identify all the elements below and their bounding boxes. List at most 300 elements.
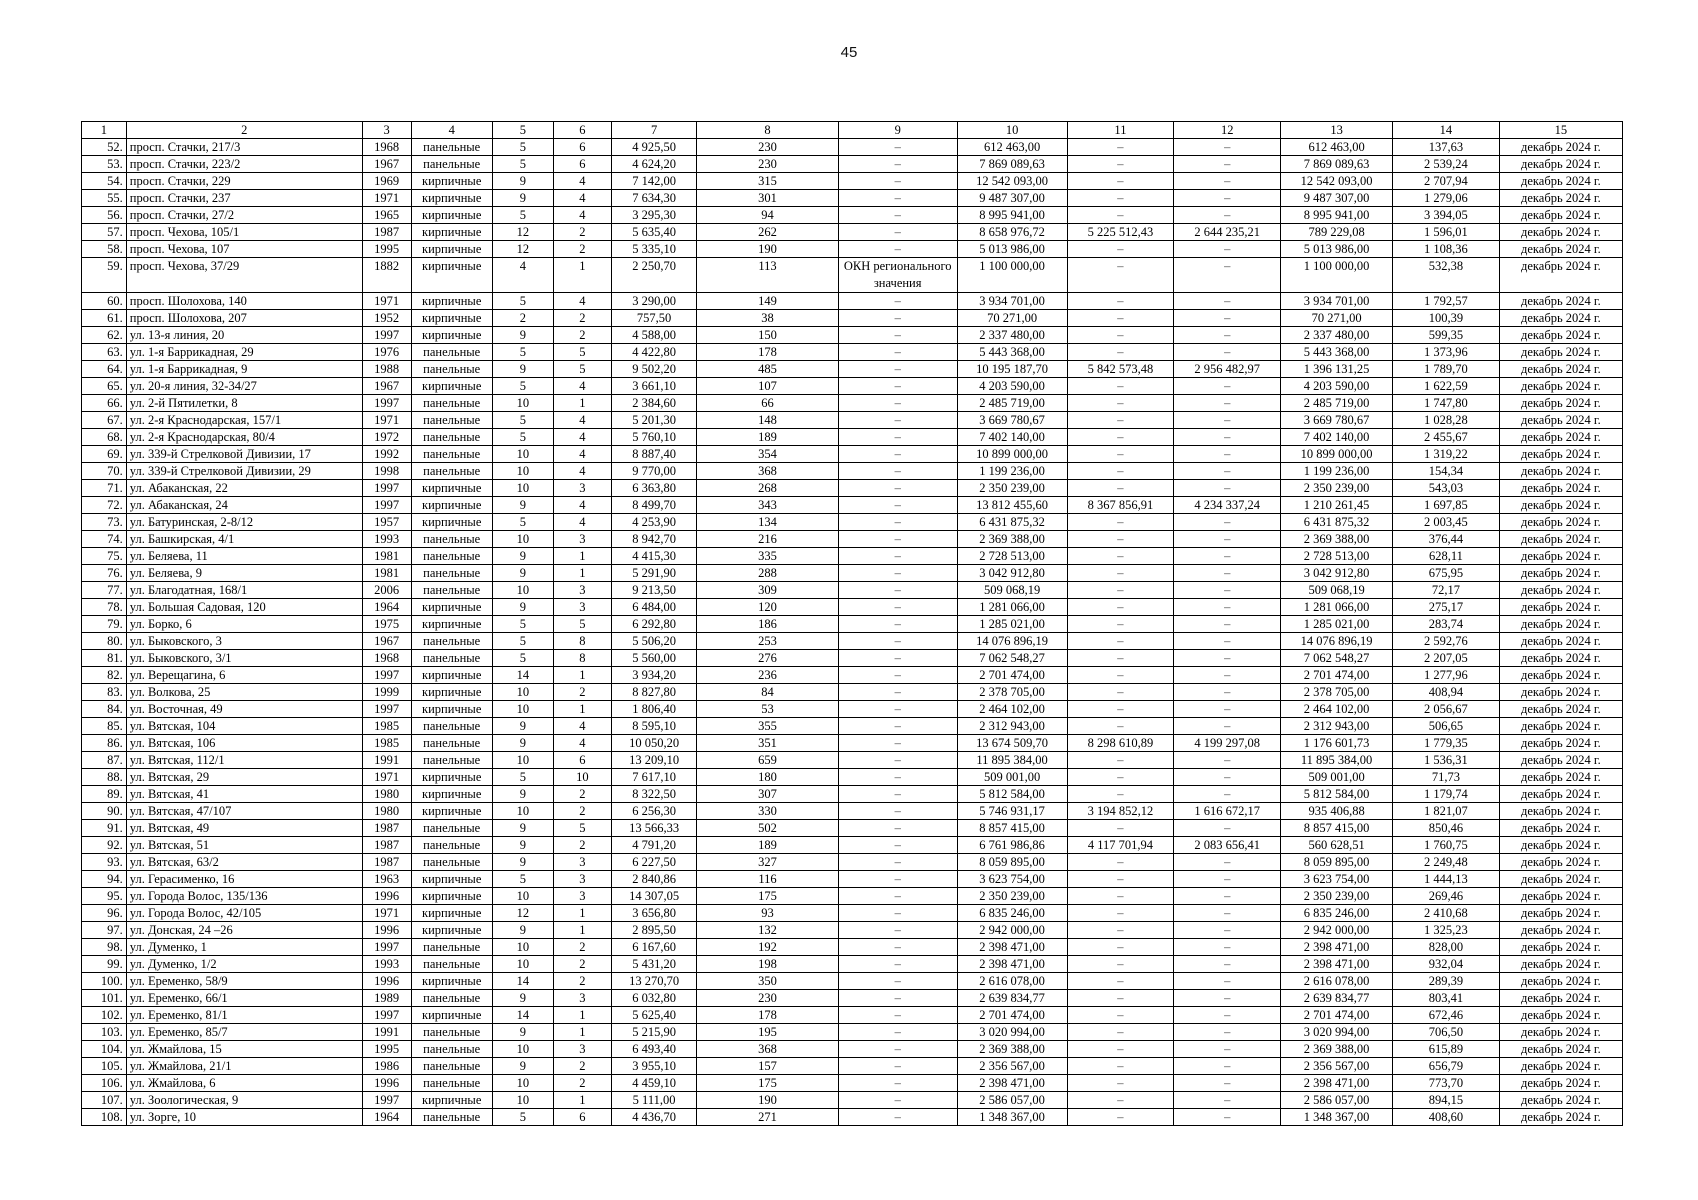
table-cell: 276 (697, 650, 838, 667)
table-cell: – (838, 327, 957, 344)
table-cell: декабрь 2024 г. (1499, 1092, 1622, 1109)
table-cell: 2 369 388,00 (1281, 1041, 1393, 1058)
table-cell: 4 (553, 735, 611, 752)
table-cell: 10 (492, 480, 553, 497)
table-cell: 1 (553, 548, 611, 565)
table-cell: 850,46 (1393, 820, 1500, 837)
table-cell: – (1067, 241, 1174, 258)
table-cell: ул. Волкова, 25 (126, 684, 362, 701)
table-cell: – (1174, 701, 1281, 718)
table-cell: просп. Стачки, 217/3 (126, 139, 362, 156)
table-cell: 2 (553, 1075, 611, 1092)
table-cell: 7 869 089,63 (957, 156, 1067, 173)
table-cell: 150 (697, 327, 838, 344)
column-header: 2 (126, 122, 362, 139)
table-cell: просп. Чехова, 37/29 (126, 258, 362, 293)
table-cell: 2 350 239,00 (957, 480, 1067, 497)
table-cell: – (1067, 922, 1174, 939)
table-cell: 230 (697, 990, 838, 1007)
table-cell: 1997 (362, 1007, 411, 1024)
table-cell: 178 (697, 1007, 838, 1024)
table-cell: 92. (82, 837, 127, 854)
table-cell: – (1067, 412, 1174, 429)
table-cell: 4 234 337,24 (1174, 497, 1281, 514)
table-cell: – (838, 344, 957, 361)
table-cell: кирпичные (411, 497, 492, 514)
table-cell: 8 595,10 (611, 718, 696, 735)
table-cell: 14 076 896,19 (1281, 633, 1393, 650)
table-cell: 1 396 131,25 (1281, 361, 1393, 378)
table-cell: 4 (553, 718, 611, 735)
table-cell: – (1067, 1092, 1174, 1109)
table-cell: 1996 (362, 1075, 411, 1092)
table-cell: 1 348 367,00 (957, 1109, 1067, 1126)
table-cell: – (1067, 190, 1174, 207)
table-cell: – (1174, 1075, 1281, 1092)
table-cell: 9 (492, 361, 553, 378)
table-cell: 485 (697, 361, 838, 378)
table-cell: 2 (553, 956, 611, 973)
table-cell: панельные (411, 156, 492, 173)
table-cell: декабрь 2024 г. (1499, 514, 1622, 531)
table-cell: 1989 (362, 990, 411, 1007)
table-cell: 10 (492, 684, 553, 701)
table-cell: 6 (553, 156, 611, 173)
table-cell: 2 701 474,00 (957, 1007, 1067, 1024)
table-cell: 253 (697, 633, 838, 650)
table-cell: 1985 (362, 718, 411, 735)
table-cell: 157 (697, 1058, 838, 1075)
table-cell: – (1067, 684, 1174, 701)
table-cell: 268 (697, 480, 838, 497)
table-cell: 1 277,96 (1393, 667, 1500, 684)
table-cell: 6 227,50 (611, 854, 696, 871)
table-cell: 4 (553, 173, 611, 190)
table-cell: – (1174, 599, 1281, 616)
table-row (82, 803, 1623, 820)
table-cell: кирпичные (411, 922, 492, 939)
table-row (82, 514, 1623, 531)
table-cell: – (1174, 1024, 1281, 1041)
table-cell: декабрь 2024 г. (1499, 684, 1622, 701)
table-cell: декабрь 2024 г. (1499, 633, 1622, 650)
table-cell: 2 464 102,00 (957, 701, 1067, 718)
table-row (82, 701, 1623, 718)
table-cell: – (1174, 258, 1281, 293)
table-cell: 351 (697, 735, 838, 752)
table-cell: – (1067, 667, 1174, 684)
table-cell: 6 (553, 1109, 611, 1126)
table-cell: – (1067, 344, 1174, 361)
table-cell: 178 (697, 344, 838, 361)
table-cell: 3 290,00 (611, 293, 696, 310)
table-cell: 612 463,00 (957, 139, 1067, 156)
table-cell: 8 (553, 633, 611, 650)
table-cell: 102. (82, 1007, 127, 1024)
table-cell: 9 502,20 (611, 361, 696, 378)
table-cell: 2 378 705,00 (1281, 684, 1393, 701)
table-cell: 14 (492, 667, 553, 684)
table-cell: 5 (492, 207, 553, 224)
table-cell: 12 (492, 905, 553, 922)
table-cell: – (1067, 565, 1174, 582)
table-cell: 5 760,10 (611, 429, 696, 446)
table-cell: 6 835 246,00 (1281, 905, 1393, 922)
table-cell: 8 059 895,00 (1281, 854, 1393, 871)
table-cell: 1 444,13 (1393, 871, 1500, 888)
table-cell: 10 (553, 769, 611, 786)
table-cell: – (838, 378, 957, 395)
table-cell: 91. (82, 820, 127, 837)
table-cell: декабрь 2024 г. (1499, 1109, 1622, 1126)
table-cell: – (1174, 429, 1281, 446)
table-cell: ул. Еременко, 66/1 (126, 990, 362, 1007)
table-row (82, 531, 1623, 548)
table-cell: 3 623 754,00 (957, 871, 1067, 888)
table-cell: 10 (492, 463, 553, 480)
table-cell: 8 887,40 (611, 446, 696, 463)
table-cell: ул. 2-я Краснодарская, 157/1 (126, 412, 362, 429)
table-cell: 1 210 261,45 (1281, 497, 1393, 514)
table-cell: – (1174, 752, 1281, 769)
table-cell: 73. (82, 514, 127, 531)
table-cell: 2 398 471,00 (1281, 939, 1393, 956)
table-cell: декабрь 2024 г. (1499, 769, 1622, 786)
table-cell: 3 020 994,00 (1281, 1024, 1393, 1041)
table-cell: панельные (411, 956, 492, 973)
table-cell: кирпичные (411, 293, 492, 310)
table-cell: 4 (553, 463, 611, 480)
table-row (82, 1024, 1623, 1041)
table-row (82, 854, 1623, 871)
table-cell: ул. Быковского, 3 (126, 633, 362, 650)
table-cell: – (1067, 1109, 1174, 1126)
table-cell: – (1174, 531, 1281, 548)
table-cell: 5 560,00 (611, 650, 696, 667)
table-cell: 88. (82, 769, 127, 786)
table-cell: 7 062 548,27 (957, 650, 1067, 667)
table-cell: 72,17 (1393, 582, 1500, 599)
table-cell: 2 (553, 786, 611, 803)
table-cell: 3 669 780,67 (957, 412, 1067, 429)
table-cell: 288 (697, 565, 838, 582)
table-cell: 2 337 480,00 (957, 327, 1067, 344)
table-cell: кирпичные (411, 616, 492, 633)
table-cell: декабрь 2024 г. (1499, 582, 1622, 599)
table-cell: – (1067, 769, 1174, 786)
table-cell: 5 (553, 616, 611, 633)
table-cell: ул. Верещагина, 6 (126, 667, 362, 684)
table-cell: декабрь 2024 г. (1499, 497, 1622, 514)
table-row (82, 650, 1623, 667)
table-cell: 9 (492, 837, 553, 854)
table-cell: 10 (492, 1092, 553, 1109)
table-cell: – (1067, 820, 1174, 837)
table-cell: – (1067, 990, 1174, 1007)
table-cell: панельные (411, 1109, 492, 1126)
table-cell: – (838, 207, 957, 224)
table-cell: 154,34 (1393, 463, 1500, 480)
table-cell: 5 (492, 293, 553, 310)
table-cell: – (1174, 514, 1281, 531)
table-cell: – (838, 684, 957, 701)
table-cell: – (1174, 480, 1281, 497)
table-row (82, 480, 1623, 497)
table-cell: 1 (553, 565, 611, 582)
table-cell: 2 378 705,00 (957, 684, 1067, 701)
table-cell: ул. 2-я Краснодарская, 80/4 (126, 429, 362, 446)
table-cell: – (838, 548, 957, 565)
table-cell: 7 634,30 (611, 190, 696, 207)
table-cell: 1 285 021,00 (957, 616, 1067, 633)
table-cell: 3 934 701,00 (957, 293, 1067, 310)
table-cell: 198 (697, 956, 838, 973)
table-cell: 2 942 000,00 (957, 922, 1067, 939)
table-row (82, 361, 1623, 378)
table-cell: 1987 (362, 820, 411, 837)
table-cell: просп. Чехова, 105/1 (126, 224, 362, 241)
table-cell: кирпичные (411, 173, 492, 190)
table-cell: 38 (697, 310, 838, 327)
table-cell: кирпичные (411, 888, 492, 905)
table-cell: 4 (553, 514, 611, 531)
table-cell: ул. 339-й Стрелковой Дивизии, 17 (126, 446, 362, 463)
table-cell: 271 (697, 1109, 838, 1126)
table-cell: – (838, 888, 957, 905)
table-cell: панельные (411, 429, 492, 446)
table-cell: 803,41 (1393, 990, 1500, 1007)
table-cell: кирпичные (411, 207, 492, 224)
table-cell: 935 406,88 (1281, 803, 1393, 820)
table-cell: 502 (697, 820, 838, 837)
table-cell: ул. Батуринская, 2-8/12 (126, 514, 362, 531)
table-cell: 2 369 388,00 (957, 531, 1067, 548)
table-cell: кирпичные (411, 258, 492, 293)
table-cell: 1 100 000,00 (957, 258, 1067, 293)
table-cell: декабрь 2024 г. (1499, 463, 1622, 480)
table-cell: – (838, 599, 957, 616)
table-cell: 2 (553, 803, 611, 820)
table-cell: декабрь 2024 г. (1499, 888, 1622, 905)
table-cell: 2 586 057,00 (957, 1092, 1067, 1109)
table-cell: 1997 (362, 480, 411, 497)
table-cell: 8 658 976,72 (957, 224, 1067, 241)
table-cell: – (1174, 310, 1281, 327)
table-cell: 14 076 896,19 (957, 633, 1067, 650)
table-row (82, 735, 1623, 752)
table-cell: – (1174, 973, 1281, 990)
table-cell: 2 312 943,00 (957, 718, 1067, 735)
table-cell: 100. (82, 973, 127, 990)
table-cell: – (1174, 327, 1281, 344)
table-cell: – (1174, 565, 1281, 582)
table-cell: – (1174, 378, 1281, 395)
table-cell: ул. Вятская, 49 (126, 820, 362, 837)
table-cell: 2 312 943,00 (1281, 718, 1393, 735)
table-cell: декабрь 2024 г. (1499, 531, 1622, 548)
table-cell: 105. (82, 1058, 127, 1075)
table-cell: – (1067, 531, 1174, 548)
table-cell: декабрь 2024 г. (1499, 939, 1622, 956)
column-header: 14 (1393, 122, 1500, 139)
table-cell: 12 542 093,00 (957, 173, 1067, 190)
table-cell: панельные (411, 395, 492, 412)
table-row (82, 258, 1623, 293)
table-cell: 13 209,10 (611, 752, 696, 769)
table-cell: 262 (697, 224, 838, 241)
table-cell: – (1174, 190, 1281, 207)
column-header: 11 (1067, 122, 1174, 139)
table-cell: декабрь 2024 г. (1499, 412, 1622, 429)
table-cell: просп. Стачки, 223/2 (126, 156, 362, 173)
table-cell: 9 (492, 565, 553, 582)
table-cell: декабрь 2024 г. (1499, 956, 1622, 973)
table-cell: – (838, 224, 957, 241)
table-cell: 66. (82, 395, 127, 412)
table-cell: 408,94 (1393, 684, 1500, 701)
table-cell: 289,39 (1393, 973, 1500, 990)
table-cell: 5 (492, 650, 553, 667)
table-cell: декабрь 2024 г. (1499, 599, 1622, 616)
table-cell: 1993 (362, 956, 411, 973)
table-cell: 148 (697, 412, 838, 429)
table-row (82, 190, 1623, 207)
table-cell: ул. 339-й Стрелковой Дивизии, 29 (126, 463, 362, 480)
table-cell: 5 635,40 (611, 224, 696, 241)
table-cell: 6 431 875,32 (957, 514, 1067, 531)
table-cell: 1975 (362, 616, 411, 633)
table-cell: – (1067, 1024, 1174, 1041)
table-cell: ул. Жмайлова, 21/1 (126, 1058, 362, 1075)
table-cell: панельные (411, 990, 492, 1007)
table-cell: 1987 (362, 837, 411, 854)
table-cell: панельные (411, 1041, 492, 1058)
table-cell: 84. (82, 701, 127, 718)
table-cell: 74. (82, 531, 127, 548)
table-row (82, 837, 1623, 854)
table-cell: 1 821,07 (1393, 803, 1500, 820)
table-cell: 1980 (362, 786, 411, 803)
table-cell: 71,73 (1393, 769, 1500, 786)
table-cell: 1 (553, 701, 611, 718)
table-cell: – (1174, 769, 1281, 786)
table-cell: – (1174, 463, 1281, 480)
table-cell: 343 (697, 497, 838, 514)
table-cell: ул. Башкирская, 4/1 (126, 531, 362, 548)
table-cell: 10 (492, 1041, 553, 1058)
table-cell: 506,65 (1393, 718, 1500, 735)
table-cell: ул. Жмайлова, 6 (126, 1075, 362, 1092)
table-cell: панельные (411, 1058, 492, 1075)
table-cell: декабрь 2024 г. (1499, 429, 1622, 446)
table-cell: 190 (697, 241, 838, 258)
table-cell: панельные (411, 820, 492, 837)
table-cell: 97. (82, 922, 127, 939)
table-cell: панельные (411, 412, 492, 429)
table-cell: 3 661,10 (611, 378, 696, 395)
table-cell: 2 (553, 310, 611, 327)
table-cell: 4 436,70 (611, 1109, 696, 1126)
table-cell: 6 (553, 752, 611, 769)
table-cell: – (1174, 1007, 1281, 1024)
table-cell: 5 (492, 412, 553, 429)
table-cell: ул. Большая Садовая, 120 (126, 599, 362, 616)
table-cell: 9 (492, 990, 553, 1007)
table-cell: 2 (553, 837, 611, 854)
table-row (82, 786, 1623, 803)
table-cell: кирпичные (411, 803, 492, 820)
table-cell: 76. (82, 565, 127, 582)
table-cell: ул. Восточная, 49 (126, 701, 362, 718)
table-cell: 2 337 480,00 (1281, 327, 1393, 344)
table-cell: – (838, 361, 957, 378)
table-cell: 5 (492, 871, 553, 888)
table-row (82, 139, 1623, 156)
table-row (82, 905, 1623, 922)
table-row (82, 633, 1623, 650)
table-cell: 175 (697, 888, 838, 905)
table-cell: декабрь 2024 г. (1499, 1075, 1622, 1092)
table-cell: – (1174, 684, 1281, 701)
table-cell: – (838, 463, 957, 480)
table-cell: – (1174, 582, 1281, 599)
table-cell: 13 270,70 (611, 973, 696, 990)
table-cell: – (1174, 446, 1281, 463)
table-cell: ул. Зорге, 10 (126, 1109, 362, 1126)
table-cell: 368 (697, 463, 838, 480)
table-cell: 7 142,00 (611, 173, 696, 190)
table-cell: – (1174, 207, 1281, 224)
table-cell: 3 934 701,00 (1281, 293, 1393, 310)
table-cell: – (1067, 463, 1174, 480)
table-cell: 1963 (362, 871, 411, 888)
table-cell: ул. Донская, 24 –26 (126, 922, 362, 939)
table-cell: 55. (82, 190, 127, 207)
table-cell: 4 (553, 412, 611, 429)
table-cell: ОКН регионального значения (838, 258, 957, 293)
table-cell: – (838, 582, 957, 599)
table-cell: 90. (82, 803, 127, 820)
table-cell: – (838, 990, 957, 1007)
table-cell: кирпичные (411, 1007, 492, 1024)
table-cell: кирпичные (411, 514, 492, 531)
table-cell: панельные (411, 735, 492, 752)
table-cell: 5 013 986,00 (957, 241, 1067, 258)
table-cell: 543,03 (1393, 480, 1500, 497)
table-cell: кирпичные (411, 599, 492, 616)
table-cell: 4 791,20 (611, 837, 696, 854)
table-cell: 5 431,20 (611, 956, 696, 973)
table-cell: 659 (697, 752, 838, 769)
table-cell: 4 203 590,00 (1281, 378, 1393, 395)
table-cell: 5 812 584,00 (1281, 786, 1393, 803)
table-cell: 100,39 (1393, 310, 1500, 327)
table-cell: 1 028,28 (1393, 412, 1500, 429)
table-cell: – (1067, 956, 1174, 973)
table-cell: 1972 (362, 429, 411, 446)
table-cell: 189 (697, 429, 838, 446)
table-cell: – (1174, 139, 1281, 156)
table-cell: ул. Благодатная, 168/1 (126, 582, 362, 599)
table-cell: декабрь 2024 г. (1499, 1007, 1622, 1024)
table-cell: 2 616 078,00 (1281, 973, 1393, 990)
table-cell: 1 179,74 (1393, 786, 1500, 803)
table-cell: 1968 (362, 650, 411, 667)
table-cell: 1997 (362, 327, 411, 344)
table-cell: 6 835 246,00 (957, 905, 1067, 922)
table-cell: – (1174, 871, 1281, 888)
table-cell: 8 857 415,00 (957, 820, 1067, 837)
